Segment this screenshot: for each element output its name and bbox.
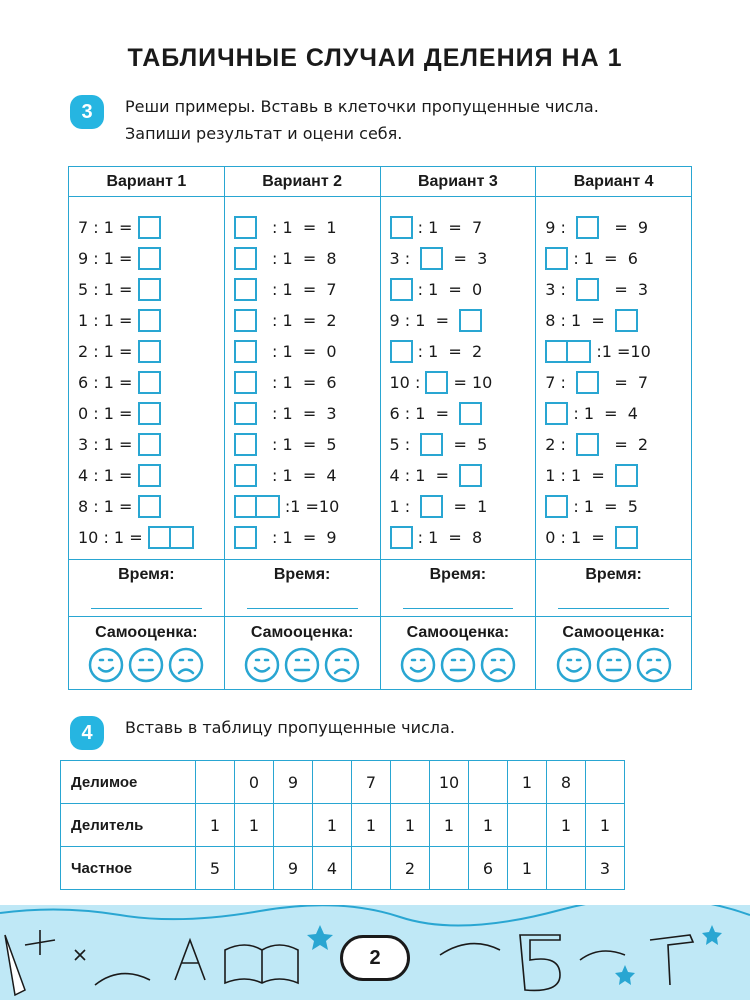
equation-text: : 1 = 7 bbox=[412, 218, 483, 237]
equation-row bbox=[536, 460, 691, 491]
answer-box[interactable] bbox=[138, 247, 161, 270]
value-cell: 2 bbox=[391, 847, 430, 890]
empty-cell[interactable] bbox=[313, 761, 352, 804]
variant-column bbox=[69, 167, 225, 689]
equation-text: 7 : bbox=[545, 373, 577, 392]
answer-box[interactable] bbox=[615, 464, 638, 487]
equation-row bbox=[381, 522, 536, 553]
self-assessment-cell bbox=[225, 617, 380, 689]
sad-face-icon[interactable] bbox=[636, 647, 672, 687]
value-cell: 1 bbox=[391, 804, 430, 847]
equation-text: 4 : 1 = bbox=[389, 466, 460, 485]
time-label: Время: bbox=[273, 566, 331, 583]
equation-text: : 1 = 0 bbox=[412, 280, 483, 299]
empty-cell[interactable] bbox=[547, 847, 586, 890]
equation-row bbox=[536, 243, 691, 274]
variant-column bbox=[381, 167, 537, 689]
equation-text: 5 : bbox=[389, 435, 421, 454]
equation-row bbox=[69, 305, 224, 336]
value-cell: 7 bbox=[352, 761, 391, 804]
task-3-text-line1: Реши примеры. Вставь в клеточки пропущенные числа. bbox=[125, 97, 599, 116]
equation-text: = 1 bbox=[443, 497, 488, 516]
answer-box[interactable] bbox=[615, 309, 638, 332]
equation-text: 3 : bbox=[545, 280, 577, 299]
smile-face-icon[interactable] bbox=[88, 647, 124, 687]
time-input-line[interactable] bbox=[403, 608, 514, 609]
equation-row bbox=[381, 274, 536, 305]
division-table-row bbox=[61, 761, 625, 804]
answer-box[interactable] bbox=[545, 247, 568, 270]
equation-text: : 1 = 2 bbox=[412, 342, 483, 361]
value-cell: 1 bbox=[235, 804, 274, 847]
equation-text: : 1 = 5 bbox=[568, 497, 638, 516]
answer-box[interactable] bbox=[234, 495, 257, 518]
variants-table bbox=[68, 166, 692, 690]
answer-box[interactable] bbox=[234, 340, 257, 363]
answer-box[interactable] bbox=[138, 433, 161, 456]
answer-box[interactable] bbox=[390, 340, 413, 363]
self-assessment-cell bbox=[536, 617, 691, 689]
equation-row bbox=[225, 336, 380, 367]
time-label: Время: bbox=[118, 566, 175, 583]
answer-box[interactable] bbox=[138, 371, 161, 394]
equation-row bbox=[69, 274, 224, 305]
equation-text: 7 : 1 = bbox=[78, 218, 138, 237]
equation-text: 3 : 1 = bbox=[78, 435, 138, 454]
answer-box[interactable] bbox=[138, 464, 161, 487]
equation-text: 0 : 1 = bbox=[545, 528, 615, 547]
self-assessment-cell bbox=[69, 617, 224, 689]
value-cell: 0 bbox=[235, 761, 274, 804]
equation-text: 2 : bbox=[545, 435, 577, 454]
value-cell: 1 bbox=[352, 804, 391, 847]
equation-text: 5 : 1 = bbox=[78, 280, 138, 299]
equation-text: 6 : 1 = bbox=[389, 404, 460, 423]
answer-box[interactable] bbox=[576, 278, 599, 301]
answer-box[interactable] bbox=[234, 309, 257, 332]
self-assessment-label: Самооценка: bbox=[250, 624, 354, 641]
value-cell: 9 bbox=[274, 761, 313, 804]
value-cell: 1 bbox=[586, 804, 625, 847]
sad-face-icon[interactable] bbox=[480, 647, 516, 687]
value-cell: 3 bbox=[586, 847, 625, 890]
answer-box[interactable] bbox=[390, 278, 413, 301]
equation-row bbox=[69, 243, 224, 274]
equation-text: : 1 = 6 bbox=[256, 373, 337, 392]
time-label: Время: bbox=[429, 566, 487, 583]
equation-text: : 1 = 4 bbox=[568, 404, 638, 423]
page-number: 2 bbox=[340, 935, 410, 981]
equation-text: = 5 bbox=[443, 435, 488, 454]
value-cell: 1 bbox=[313, 804, 352, 847]
equation-text: : 1 = 5 bbox=[256, 435, 337, 454]
answer-box[interactable] bbox=[459, 309, 482, 332]
task-4-badge: 4 bbox=[70, 716, 104, 750]
answer-box[interactable] bbox=[425, 371, 448, 394]
task-3-text-line2: Запиши результат и оцени себя. bbox=[125, 124, 403, 143]
smile-face-icon[interactable] bbox=[556, 647, 592, 687]
equation-row bbox=[69, 522, 224, 553]
value-cell: 1 bbox=[196, 804, 235, 847]
equation-text: = 7 bbox=[599, 373, 649, 392]
equation-row bbox=[69, 460, 224, 491]
equation-row bbox=[225, 429, 380, 460]
time-cell bbox=[381, 560, 536, 617]
value-cell: 4 bbox=[313, 847, 352, 890]
variant-header: Вариант 1 bbox=[69, 167, 224, 197]
answer-box[interactable] bbox=[234, 371, 257, 394]
time-cell bbox=[69, 560, 224, 617]
answer-box[interactable] bbox=[138, 216, 161, 239]
equation-row bbox=[225, 305, 380, 336]
equation-text: 8 : 1 = bbox=[545, 311, 615, 330]
equation-text: : 1 = 8 bbox=[412, 528, 483, 547]
sad-face-icon[interactable] bbox=[168, 647, 204, 687]
time-cell bbox=[536, 560, 691, 617]
equation-row bbox=[381, 491, 536, 522]
answer-box[interactable] bbox=[257, 495, 280, 518]
answer-box[interactable] bbox=[234, 526, 257, 549]
equation-row bbox=[536, 305, 691, 336]
equation-list bbox=[381, 197, 536, 560]
equation-row bbox=[225, 398, 380, 429]
equation-text: = 9 bbox=[599, 218, 649, 237]
answer-box[interactable] bbox=[615, 526, 638, 549]
equation-text: 9 : 1 = bbox=[78, 249, 138, 268]
equation-row bbox=[225, 212, 380, 243]
equation-row bbox=[225, 274, 380, 305]
equation-text: 2 : 1 = bbox=[78, 342, 138, 361]
equation-row bbox=[536, 522, 691, 553]
self-assessment-cell bbox=[381, 617, 536, 689]
empty-cell[interactable] bbox=[469, 761, 508, 804]
answer-box[interactable] bbox=[545, 495, 568, 518]
empty-cell[interactable] bbox=[430, 847, 469, 890]
equation-text: 10 : 1 = bbox=[78, 528, 148, 547]
equation-row bbox=[381, 212, 536, 243]
equation-text: : 1 = 7 bbox=[256, 280, 337, 299]
equation-row bbox=[69, 491, 224, 522]
equation-text: 4 : 1 = bbox=[78, 466, 138, 485]
neutral-face-icon[interactable] bbox=[440, 647, 476, 687]
equation-row bbox=[536, 274, 691, 305]
value-cell: 1 bbox=[508, 761, 547, 804]
equation-text: :1 =10 bbox=[591, 342, 651, 361]
division-table-row bbox=[61, 804, 625, 847]
equation-text: : 1 = 8 bbox=[256, 249, 337, 268]
answer-box[interactable] bbox=[576, 216, 599, 239]
equation-list bbox=[69, 197, 224, 560]
division-table bbox=[60, 760, 625, 890]
empty-cell[interactable] bbox=[391, 761, 430, 804]
task-3-badge: 3 bbox=[70, 95, 104, 129]
self-assessment-label: Самооценка: bbox=[562, 624, 665, 641]
answer-box[interactable] bbox=[420, 247, 443, 270]
equation-row bbox=[381, 336, 536, 367]
variant-header: Вариант 2 bbox=[225, 167, 380, 197]
answer-box[interactable] bbox=[234, 247, 257, 270]
answer-box[interactable] bbox=[545, 402, 568, 425]
equation-list bbox=[225, 197, 380, 560]
equation-text: : 1 = 2 bbox=[256, 311, 337, 330]
face-options bbox=[381, 647, 536, 687]
answer-box[interactable] bbox=[148, 526, 171, 549]
equation-row bbox=[381, 398, 536, 429]
page-title: ТАБЛИЧНЫЕ СЛУЧАИ ДЕЛЕНИЯ НА 1 bbox=[127, 44, 623, 72]
equation-text: : 1 = 9 bbox=[256, 528, 337, 547]
answer-box[interactable] bbox=[138, 278, 161, 301]
equation-text: = 3 bbox=[599, 280, 649, 299]
equation-row bbox=[69, 367, 224, 398]
equation-text: 9 : bbox=[545, 218, 577, 237]
time-input-line[interactable] bbox=[558, 608, 669, 609]
equation-row bbox=[225, 460, 380, 491]
self-assessment-label: Самооценка: bbox=[95, 624, 198, 641]
answer-box[interactable] bbox=[138, 402, 161, 425]
face-options bbox=[225, 647, 380, 687]
equation-row bbox=[381, 243, 536, 274]
face-options bbox=[69, 647, 224, 687]
equation-text: :1 =10 bbox=[279, 497, 340, 516]
equation-row bbox=[381, 429, 536, 460]
row-label: Делитель bbox=[61, 804, 196, 847]
answer-box[interactable] bbox=[576, 371, 599, 394]
equation-text: = 10 bbox=[448, 373, 493, 392]
equation-row bbox=[225, 522, 380, 553]
equation-text: 3 : bbox=[389, 249, 421, 268]
answer-box[interactable] bbox=[171, 526, 194, 549]
value-cell: 9 bbox=[274, 847, 313, 890]
answer-box[interactable] bbox=[138, 340, 161, 363]
time-input-line[interactable] bbox=[91, 608, 202, 609]
empty-cell[interactable] bbox=[274, 804, 313, 847]
answer-box[interactable] bbox=[138, 495, 161, 518]
equation-row bbox=[69, 429, 224, 460]
equation-text: = 2 bbox=[599, 435, 649, 454]
value-cell: 5 bbox=[196, 847, 235, 890]
answer-box[interactable] bbox=[234, 433, 257, 456]
equation-text: 8 : 1 = bbox=[78, 497, 138, 516]
task-4-text: Вставь в таблицу пропущенные числа. bbox=[125, 718, 455, 737]
value-cell: 1 bbox=[469, 804, 508, 847]
answer-box[interactable] bbox=[390, 526, 413, 549]
answer-box[interactable] bbox=[234, 216, 257, 239]
time-label: Время: bbox=[585, 566, 642, 583]
neutral-face-icon[interactable] bbox=[596, 647, 632, 687]
value-cell: 10 bbox=[430, 761, 469, 804]
value-cell: 1 bbox=[430, 804, 469, 847]
empty-cell[interactable] bbox=[586, 761, 625, 804]
equation-list bbox=[536, 197, 691, 560]
equation-text: 6 : 1 = bbox=[78, 373, 138, 392]
equation-row bbox=[381, 305, 536, 336]
value-cell: 1 bbox=[508, 847, 547, 890]
equation-text: 9 : 1 = bbox=[389, 311, 460, 330]
answer-box[interactable] bbox=[234, 402, 257, 425]
answer-box[interactable] bbox=[234, 278, 257, 301]
equation-text: : 1 = 3 bbox=[256, 404, 337, 423]
equation-text: 1 : 1 = bbox=[78, 311, 138, 330]
answer-box[interactable] bbox=[420, 433, 443, 456]
face-options bbox=[536, 647, 691, 687]
answer-box[interactable] bbox=[459, 402, 482, 425]
self-assessment-label: Самооценка: bbox=[406, 624, 510, 641]
equation-text: 1 : bbox=[389, 497, 421, 516]
equation-text: : 1 = 0 bbox=[256, 342, 337, 361]
time-input-line[interactable] bbox=[247, 608, 358, 609]
row-label: Делимое bbox=[61, 761, 196, 804]
equation-row bbox=[536, 336, 691, 367]
equation-row bbox=[69, 212, 224, 243]
variant-column bbox=[225, 167, 381, 689]
variant-header: Вариант 3 bbox=[381, 167, 536, 197]
equation-row bbox=[225, 491, 380, 522]
empty-cell[interactable] bbox=[196, 761, 235, 804]
equation-row bbox=[536, 491, 691, 522]
neutral-face-icon[interactable] bbox=[284, 647, 320, 687]
division-table-row bbox=[61, 847, 625, 890]
answer-box[interactable] bbox=[234, 464, 257, 487]
smile-face-icon[interactable] bbox=[244, 647, 280, 687]
time-cell bbox=[225, 560, 380, 617]
equation-row bbox=[536, 367, 691, 398]
variant-header: Вариант 4 bbox=[536, 167, 691, 197]
equation-row bbox=[225, 243, 380, 274]
answer-box[interactable] bbox=[545, 340, 568, 363]
equation-text: 10 : bbox=[389, 373, 426, 392]
equation-text: 0 : 1 = bbox=[78, 404, 138, 423]
equation-row bbox=[381, 367, 536, 398]
empty-cell[interactable] bbox=[352, 847, 391, 890]
equation-row bbox=[225, 367, 380, 398]
answer-box[interactable] bbox=[568, 340, 591, 363]
equation-row bbox=[381, 460, 536, 491]
empty-cell[interactable] bbox=[235, 847, 274, 890]
equation-text: : 1 = 4 bbox=[256, 466, 337, 485]
answer-box[interactable] bbox=[138, 309, 161, 332]
neutral-face-icon[interactable] bbox=[128, 647, 164, 687]
equation-row bbox=[69, 398, 224, 429]
answer-box[interactable] bbox=[390, 216, 413, 239]
answer-box[interactable] bbox=[576, 433, 599, 456]
equation-text: : 1 = 1 bbox=[256, 218, 337, 237]
equation-text: = 3 bbox=[443, 249, 488, 268]
value-cell: 8 bbox=[547, 761, 586, 804]
equation-text: 1 : 1 = bbox=[545, 466, 615, 485]
variant-column bbox=[536, 167, 691, 689]
smile-face-icon[interactable] bbox=[400, 647, 436, 687]
equation-row bbox=[536, 212, 691, 243]
answer-box[interactable] bbox=[459, 464, 482, 487]
equation-row bbox=[536, 429, 691, 460]
equation-text: : 1 = 6 bbox=[568, 249, 638, 268]
value-cell: 1 bbox=[547, 804, 586, 847]
row-label: Частное bbox=[61, 847, 196, 890]
equation-row bbox=[536, 398, 691, 429]
empty-cell[interactable] bbox=[508, 804, 547, 847]
equation-row bbox=[69, 336, 224, 367]
answer-box[interactable] bbox=[420, 495, 443, 518]
sad-face-icon[interactable] bbox=[324, 647, 360, 687]
value-cell: 6 bbox=[469, 847, 508, 890]
